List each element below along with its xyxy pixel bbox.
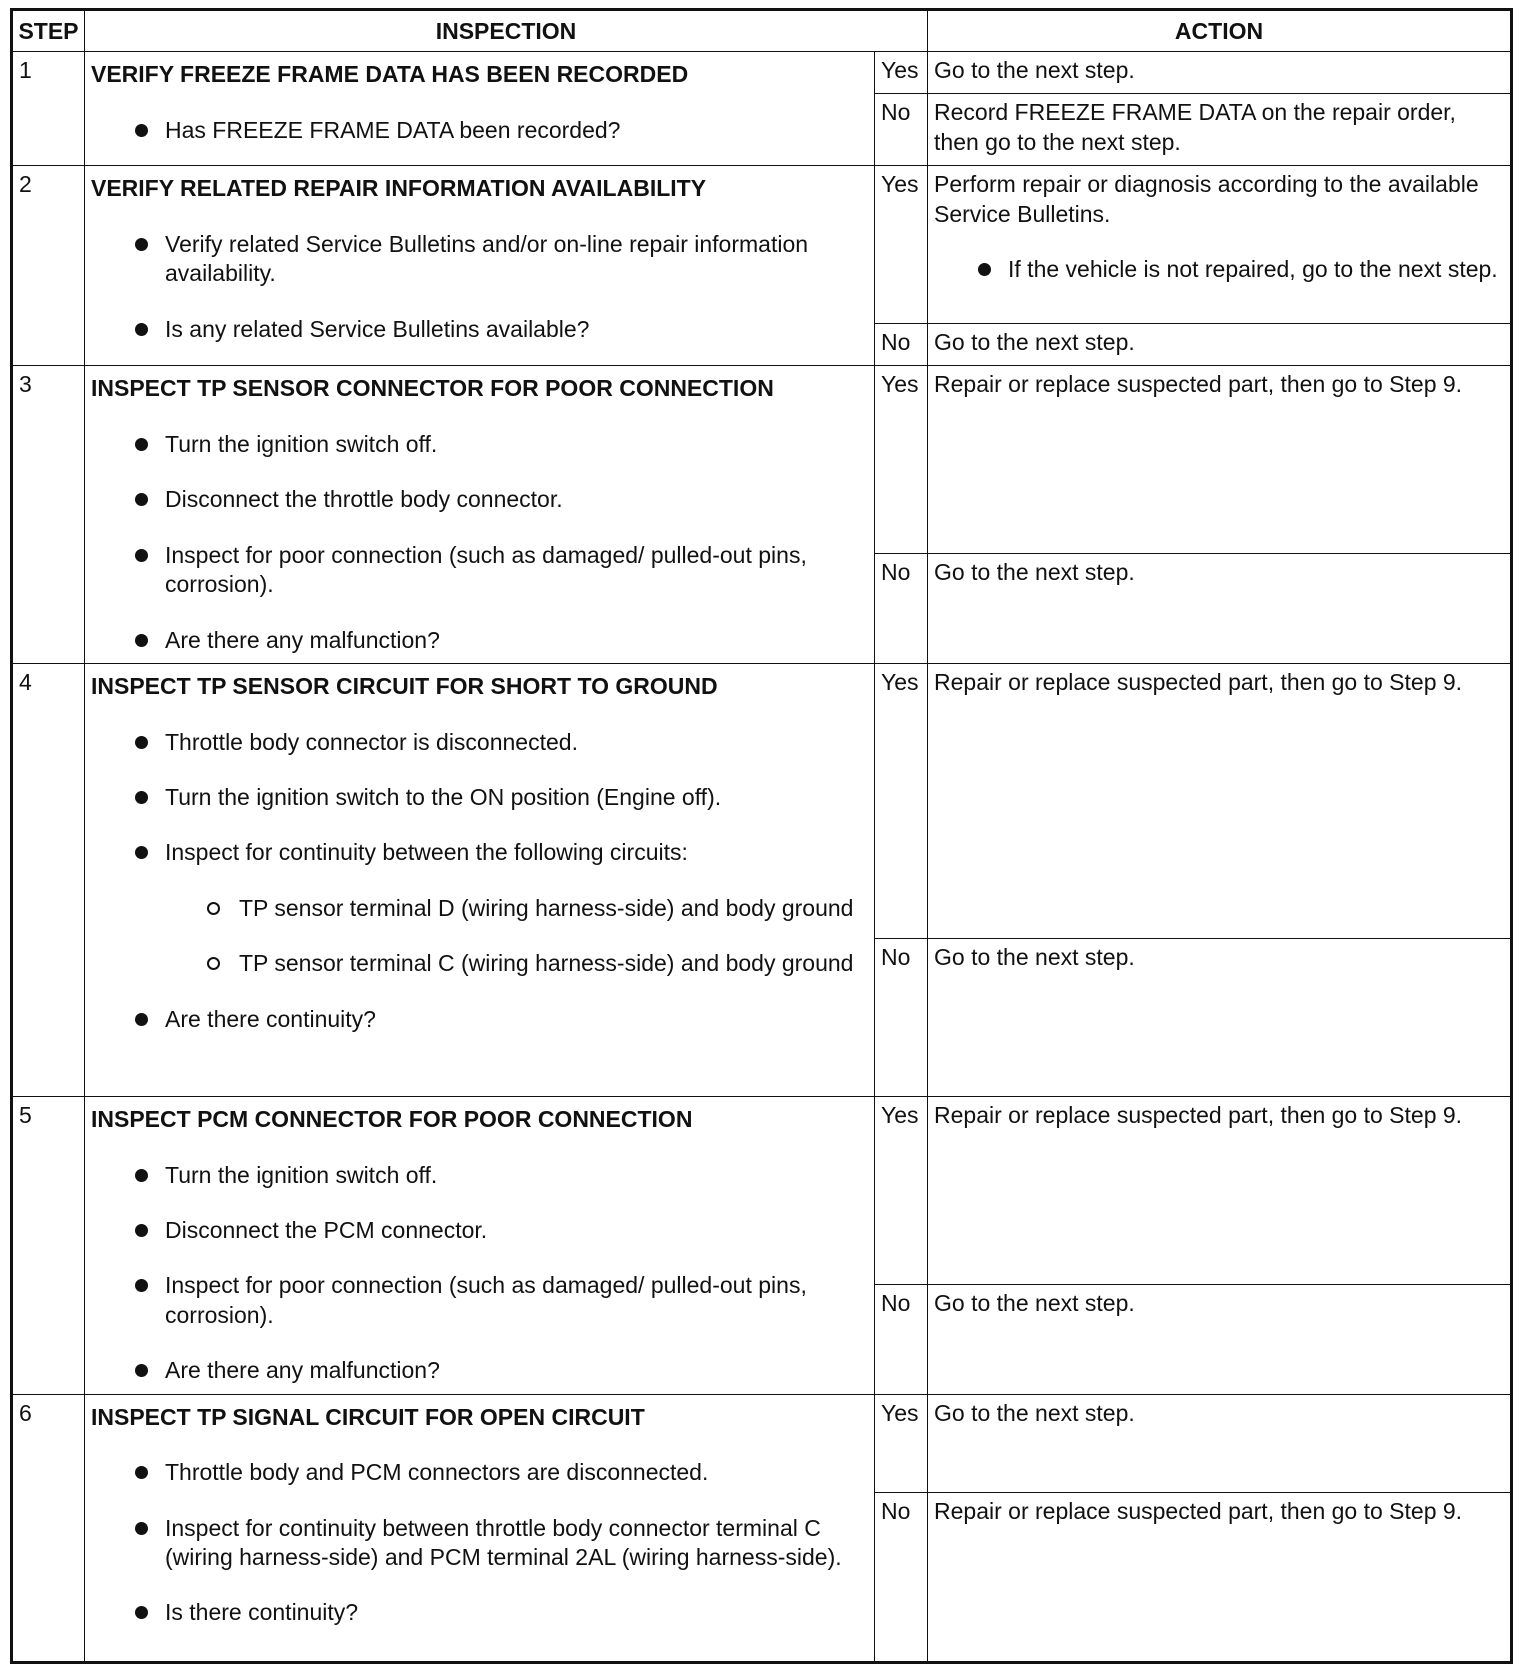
inspection-item: Turn the ignition switch off. [131, 430, 868, 459]
step-number: 2 [12, 166, 85, 366]
yes-action-cell [928, 166, 1512, 324]
yes-label: Yes [875, 664, 928, 939]
inspection-subitem: TP sensor terminal C (wiring harness-side) and body ground [205, 949, 868, 978]
step-1-yes-row [12, 52, 1512, 94]
yes-action: Go to the next step. [928, 52, 1512, 94]
action-column-header: ACTION [928, 10, 1512, 52]
step-5-yes-row [12, 1097, 1512, 1285]
header-row [12, 10, 1512, 52]
step-3-yes-row [12, 366, 1512, 554]
step-5-inspection [85, 1097, 875, 1395]
inspection-item: Inspect for poor connection (such as damaged/ pulled-out pins, corrosion). [131, 1271, 868, 1330]
inspection-item: Is there continuity? [131, 1598, 868, 1627]
step-2-inspection [85, 166, 875, 366]
inspection-item-with-subitems [131, 838, 868, 978]
step-number: 3 [12, 366, 85, 664]
step-title: VERIFY FREEZE FRAME DATA HAS BEEN RECORDED [91, 61, 689, 88]
inspection-item: Has FREEZE FRAME DATA been recorded? [131, 116, 868, 145]
step-4-inspection [85, 664, 875, 1097]
step-number: 6 [12, 1394, 85, 1662]
action-subitem: If the vehicle is not repaired, go to the next step. [974, 255, 1504, 284]
step-number: 1 [12, 52, 85, 166]
inspection-item: Throttle body and PCM connectors are disconnected. [131, 1458, 868, 1487]
no-action: Repair or replace suspected part, then go to Step 9. [928, 1492, 1512, 1662]
inspection-item: Are there any malfunction? [131, 626, 868, 655]
yes-action: Repair or replace suspected part, then go to Step 9. [928, 1097, 1512, 1285]
step-number: 5 [12, 1097, 85, 1395]
step-1-inspection [85, 52, 875, 166]
yes-action: Go to the next step. [928, 1394, 1512, 1492]
step-title: INSPECT PCM CONNECTOR FOR POOR CONNECTION [91, 1106, 693, 1133]
yes-label: Yes [875, 1097, 928, 1285]
yes-action: Repair or replace suspected part, then go to Step 9. [928, 664, 1512, 939]
yes-label: Yes [875, 1394, 928, 1492]
no-action: Go to the next step. [928, 1284, 1512, 1394]
inspection-subitem: TP sensor terminal D (wiring harness-side) and body ground [205, 894, 868, 923]
inspection-item: Is any related Service Bulletins available? [131, 315, 868, 344]
inspection-item: Inspect for continuity between throttle body connector terminal C (wiring harness-side) and PCM terminal 2AL (wiring harness-side). [131, 1514, 868, 1573]
inspection-item: Inspect for continuity between the following circuits: [165, 839, 688, 866]
no-label: No [875, 1284, 928, 1394]
yes-action: Repair or replace suspected part, then go to Step 9. [928, 366, 1512, 554]
inspection-item: Disconnect the PCM connector. [131, 1216, 868, 1245]
no-label: No [875, 939, 928, 1097]
step-3-inspection [85, 366, 875, 664]
no-label: No [875, 554, 928, 664]
step-2-yes-row [12, 166, 1512, 324]
no-action: Go to the next step. [928, 324, 1512, 366]
step-6-inspection [85, 1394, 875, 1662]
inspection-item: Are there continuity? [131, 1005, 868, 1034]
inspection-item: Disconnect the throttle body connector. [131, 485, 868, 514]
yes-label: Yes [875, 52, 928, 94]
inspection-item: Inspect for poor connection (such as damaged/ pulled-out pins, corrosion). [131, 541, 868, 600]
inspection-item: Throttle body connector is disconnected. [131, 728, 868, 757]
step-column-header: STEP [12, 10, 85, 52]
yes-action: Perform repair or diagnosis according to the available Service Bulletins. [934, 171, 1479, 227]
no-label: No [875, 324, 928, 366]
yes-label: Yes [875, 366, 928, 554]
step-title: INSPECT TP SENSOR CONNECTOR FOR POOR CONNECTION [91, 375, 774, 402]
no-action: Record FREEZE FRAME DATA on the repair order, then go to the next step. [928, 94, 1512, 166]
no-label: No [875, 1492, 928, 1662]
inspection-item: Verify related Service Bulletins and/or on-line repair information availability. [131, 230, 868, 289]
diagnostic-table [10, 8, 1513, 1664]
inspection-column-header: INSPECTION [85, 10, 928, 52]
no-label: No [875, 94, 928, 166]
no-action: Go to the next step. [928, 939, 1512, 1097]
step-number: 4 [12, 664, 85, 1097]
diagnostic-procedure-page [10, 8, 1510, 1664]
step-title: VERIFY RELATED REPAIR INFORMATION AVAILABILITY [91, 175, 707, 202]
step-title: INSPECT TP SIGNAL CIRCUIT FOR OPEN CIRCUIT [91, 1403, 645, 1430]
inspection-item: Turn the ignition switch to the ON position (Engine off). [131, 783, 868, 812]
step-6-yes-row [12, 1394, 1512, 1492]
inspection-item: Are there any malfunction? [131, 1356, 868, 1385]
step-4-yes-row [12, 664, 1512, 939]
yes-label: Yes [875, 166, 928, 324]
no-action: Go to the next step. [928, 554, 1512, 664]
step-title: INSPECT TP SENSOR CIRCUIT FOR SHORT TO GROUND [91, 673, 718, 700]
inspection-item: Turn the ignition switch off. [131, 1161, 868, 1190]
